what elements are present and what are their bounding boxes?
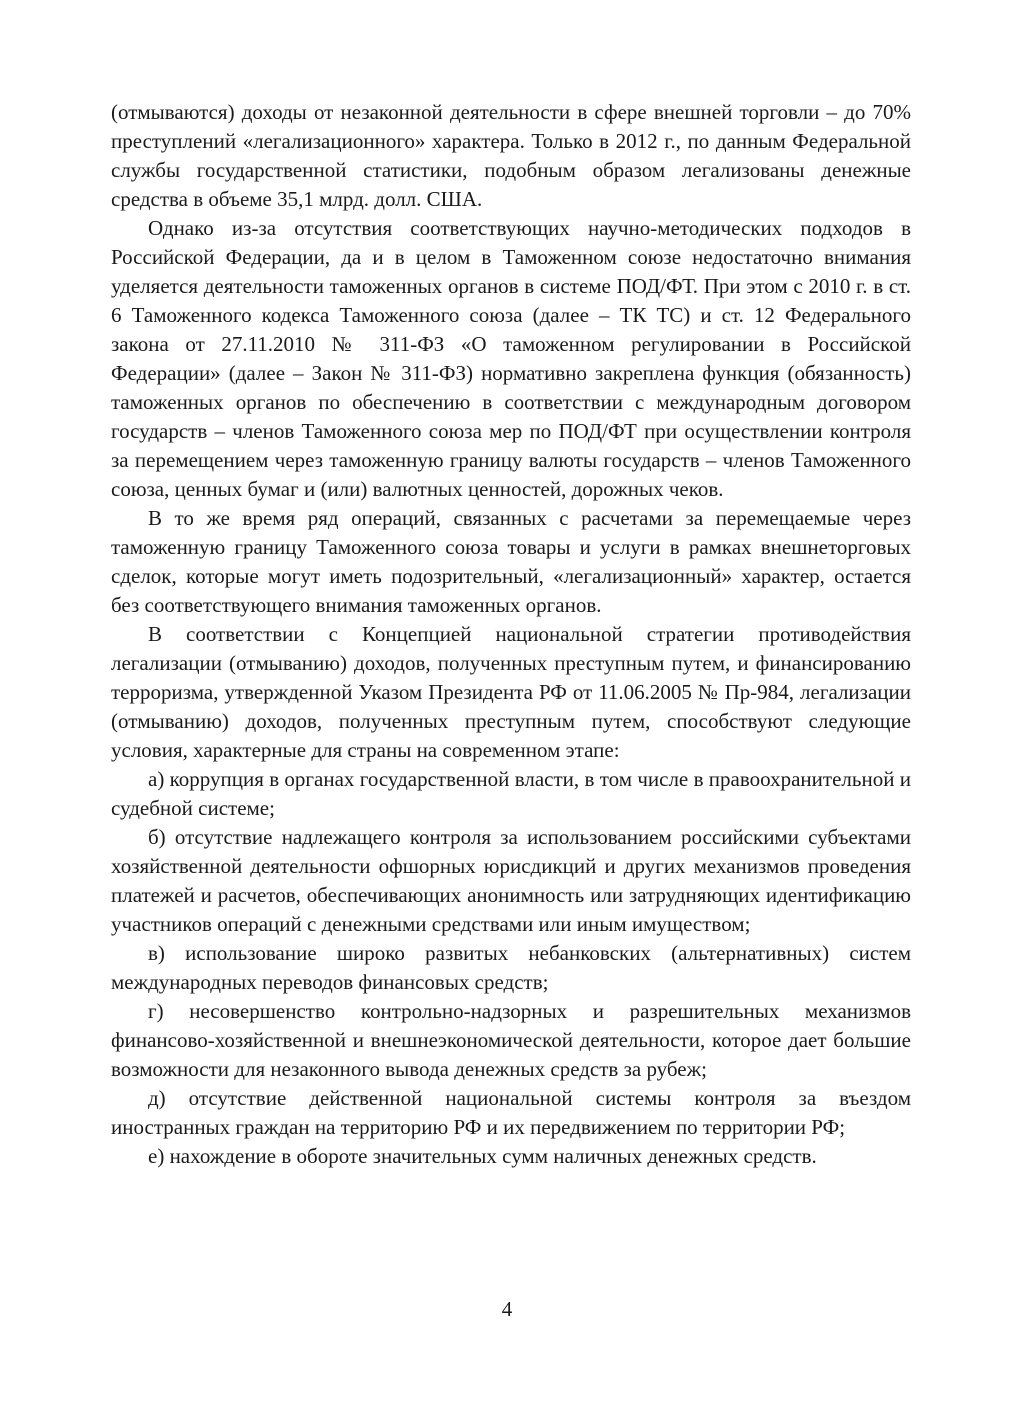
paragraph-concept: В соответствии с Концепцией национальной стратегии противодействия легализации (отмыванию) доходов, полученных преступным путем, и финансированию терроризма, утвержденной Указом Президента РФ от 11.06.2005 № Пр-984, легализации (отмыванию) доходов, полученных преступным путем, способствуют следующие условия, характерные для страны на современном этапе: <box>111 622 911 762</box>
body-text <box>111 98 911 1171</box>
paragraph-continuation: (отмываются) доходы от незаконной деятельности в сфере внешней торговли – до 70% преступлений «легализационного» характера. Только в 2012 г., по данным Федеральной службы государственной статистики, подобным образом легализованы денежные средства в объеме 35,1 млрд. долл. США. <box>111 100 911 211</box>
list-item-b: б) отсутствие надлежащего контроля за использованием российскими субъектами хозяйственной деятельности офшорных юрисдикций и других механизмов проведения платежей и расчетов, обеспечивающих анонимность или затрудняющих идентификацию участников операций с денежными средствами или иным имуществом; <box>111 825 911 936</box>
list-item-d: д) отсутствие действенной национальной системы контроля за въездом иностранных граждан на территорию РФ и их передвижением по территории РФ; <box>111 1086 911 1139</box>
list-item-v: в) использование широко развитых небанковских (альтернативных) систем международных переводов финансовых средств; <box>111 941 911 994</box>
list-item-a: а) коррупция в органах государственной власти, в том числе в правоохранительной и судебной системе; <box>111 767 911 820</box>
page-number: 4 <box>501 1297 513 1321</box>
list-item-e: е) нахождение в обороте значительных сумм наличных денежных средств. <box>148 1144 817 1168</box>
paragraph-customs-attention: Однако из-за отсутствия соответствующих научно-методических подходов в Российской Федерации, да и в целом в Таможенном союзе недостаточно внимания уделяется деятельности таможенных органов в системе ПОД/ФТ. При этом с 2010 г. в ст. 6 Таможенного кодекса Таможенного союза (далее – ТК ТС) и ст. 12 Федерального закона от 27.11.2010 № 311-ФЗ «О таможенном регулировании в Российской Федерации» (далее – Закон № 311-ФЗ) нормативно закреплена функция (обязанность) таможенных органов по обеспечению в соответствии с международным договором государств – членов Таможенного союза мер по ПОД/ФТ при осуществлении контроля за перемещением через таможенную границу валюты государств – членов Таможенного союза, ценных бумаг и (или) валютных ценностей, дорожных чеков. <box>111 216 911 501</box>
paragraph-operations: В то же время ряд операций, связанных с расчетами за перемещаемые через таможенную границу Таможенного союза товары и услуги в рамках внешнеторговых сделок, которые могут иметь подозрительный, «легализационный» характер, остается без соответствующего внимания таможенных органов. <box>111 506 911 617</box>
list-item-g: г) несовершенство контрольно-надзорных и разрешительных механизмов финансово-хозяйственной и внешнеэкономической деятельности, которое дает большие возможности для незаконного вывода денежных средств за рубеж; <box>111 999 911 1081</box>
